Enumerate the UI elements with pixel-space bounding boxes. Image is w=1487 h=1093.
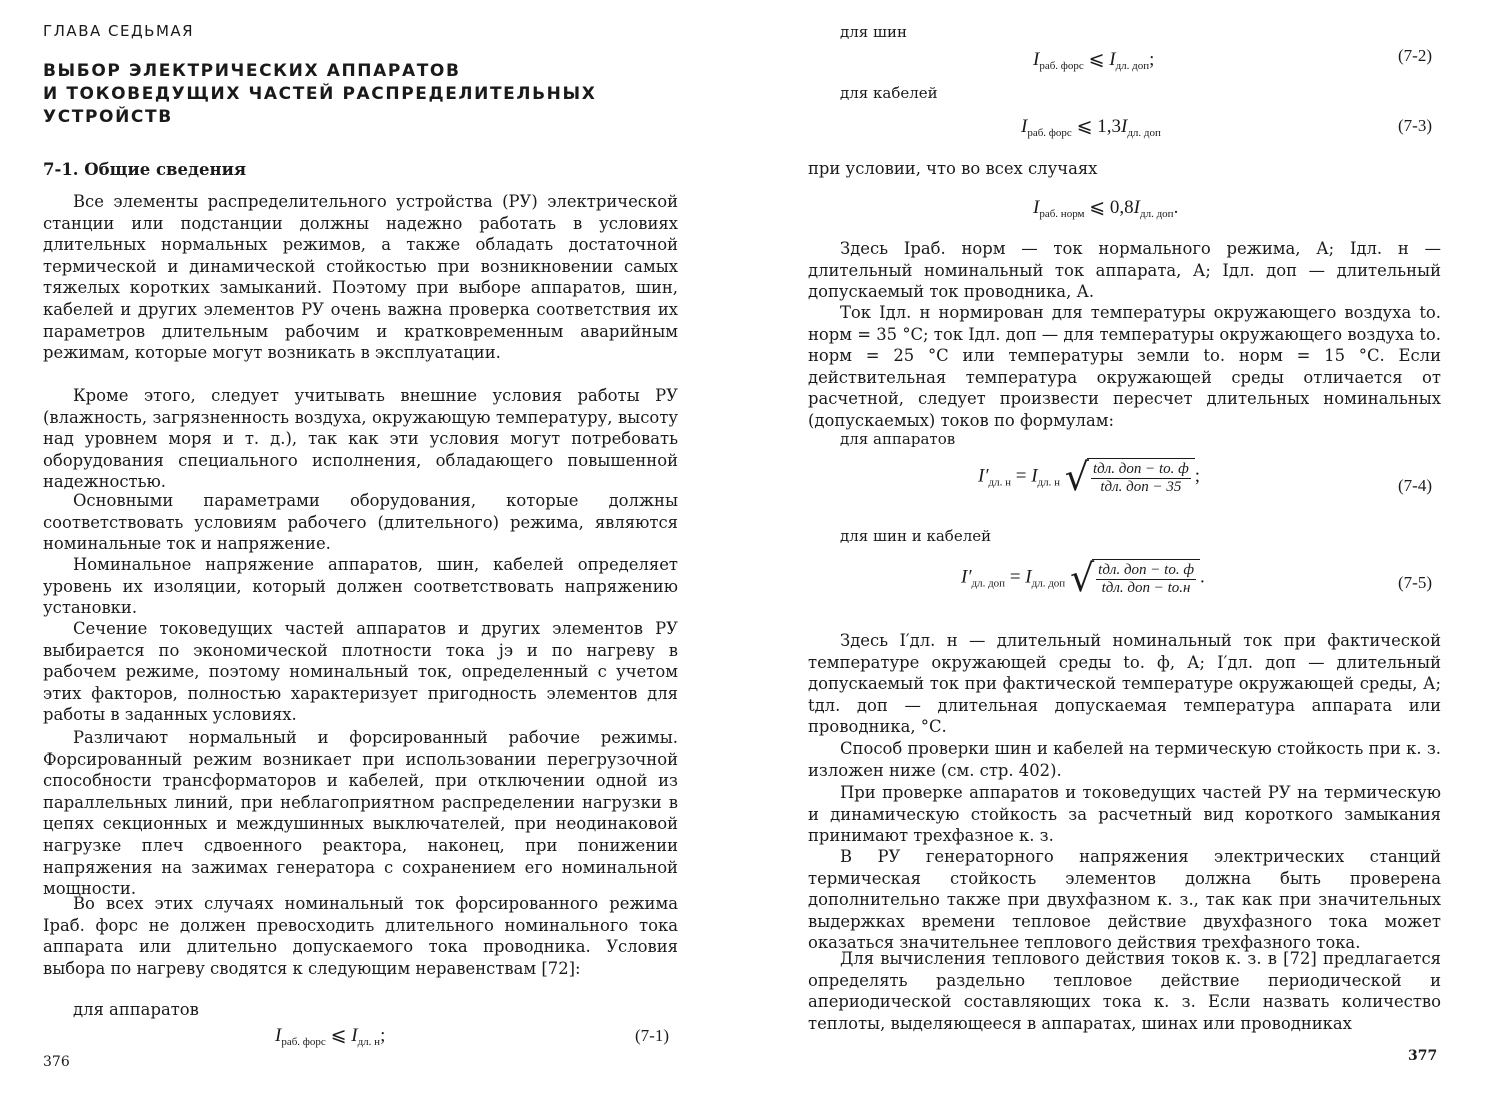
formula-label: для кабелей xyxy=(840,84,938,102)
radicand: $\frac{\text{tдл. доп − tо. ф}}{\text{tдл. доп − 35}}$ xyxy=(1087,458,1195,496)
equation-number: (7-5) xyxy=(1398,573,1432,592)
chapter-label: ГЛАВА СЕДЬМАЯ xyxy=(43,22,195,40)
formula-label: для аппаратов xyxy=(73,1000,199,1019)
page-number: 377 xyxy=(1408,1048,1438,1064)
right-page xyxy=(743,0,1487,1093)
formula-7-1: $I_{раб. форс}$ ⩽ $I_{дл. н}$; xyxy=(275,1025,386,1048)
formula-7-2: $I_{раб. форс}$ ⩽ $I_{дл. доп}$; xyxy=(1033,49,1155,72)
radical-sign: √ xyxy=(1069,556,1095,600)
paragraph: при условии, что во всех случаях xyxy=(808,159,1098,178)
formula-label: для шин xyxy=(840,23,907,41)
chapter-title-line: ВЫБОР ЭЛЕКТРИЧЕСКИХ АППАРАТОВ xyxy=(43,61,461,81)
formula-label: для аппаратов xyxy=(840,430,956,448)
equation-number: (7-3) xyxy=(1398,116,1432,135)
equation-number: (7-4) xyxy=(1398,476,1432,495)
paragraph: Во всех этих случаях номинальный ток форсированного режима Iраб. форс не должен превосходить длительного номинального тока аппарата или длительно допускаемого тока проводника. Условия выбора по нагреву сводятся к следующим неравенствам [72]: xyxy=(43,894,678,978)
paragraph: В РУ генераторного напряжения электрических станций термическая стойкость элементов должна быть проверена дополнительно также при двухфазном к. з., так как при значительных выдержках времени тепловое действие двухфазного тока может оказаться значительнее теплового действия трехфазного тока. xyxy=(808,847,1441,953)
left-page xyxy=(0,0,743,1093)
paragraph: Сечение токоведущих частей аппаратов и других элементов РУ выбирается по экономической плотности тока jэ и по нагреву в рабочем режиме, поэтому номинальный ток, определенный с учетом этих факторов, полностью характеризует пригодность элементов для работы в заданных условиях. xyxy=(43,619,678,725)
chapter-title-line: УСТРОЙСТВ xyxy=(43,107,173,127)
formula-7-3: $I_{раб. форс}$ ⩽ $1,3I_{дл. доп}$ xyxy=(1021,116,1161,139)
formula-7-5: $I'_{дл. доп} = I_{дл. доп}$ √ $\frac{\text{tдл. доп − tо. ф}}{\text{tдл. доп − tо.н}}$ . xyxy=(961,556,1205,600)
chapter-title xyxy=(43,60,596,129)
radicand: $\frac{\text{tдл. доп − tо. ф}}{\text{tдл. доп − tо.н}}$ xyxy=(1092,559,1200,597)
paragraph: Все элементы распределительного устройства (РУ) электрической станции или подстанции должны надежно работать в условиях длительных нормальных режимов, а также обладать достаточной термической и динамической стойкостью при возникновении самых тяжелых коротких замыканий. Поэтому при выборе аппаратов, шин, кабелей и других элементов РУ очень важна проверка соответствия их параметров длительным рабочим и кратковременным аварийным режимам, которые могут возникать в эксплуатации. xyxy=(43,192,678,363)
paragraph: Номинальное напряжение аппаратов, шин, кабелей определяет уровень их изоляции, который должен соответствовать напряжению установки. xyxy=(43,555,678,618)
chapter-title-line: И ТОКОВЕДУЩИХ ЧАСТЕЙ РАСПРЕДЕЛИТЕЛЬНЫХ xyxy=(43,84,597,104)
paragraph: Здесь Iраб. норм — ток нормального режима, А; Iдл. н — длительный номинальный ток аппарата, А; Iдл. доп — длительный допускаемый ток проводника, А. xyxy=(808,239,1441,302)
radical-sign: √ xyxy=(1064,455,1089,499)
formula-label: для шин и кабелей xyxy=(840,527,992,545)
paragraph: Различают нормальный и форсированный рабочие режимы. Форсированный режим возникает при использовании перегрузочной способности трансформаторов и кабелей, при отключении одной из параллельных линий, при неблагоприятном распределении нагрузки в цепях секционных и междушинных выключателей, при неодинаковой нагрузке плеч сдвоенного реактора, наконец, при понижении напряжения на зажимах генератора с сохранением его номинальной мощности. xyxy=(43,728,678,899)
equation-number: (7-1) xyxy=(635,1026,669,1045)
paragraph: Кроме этого, следует учитывать внешние условия работы РУ (влажность, загрязненность воздуха, окружающую температуру, высоту над уровнем моря и т. д.), так как эти условия могут потребовать оборудования специального исполнения, обладающего повышенной надежностью. xyxy=(43,386,678,492)
formula-7-4: $I'_{дл. н} = I_{дл. н}$ √ $\frac{\text{tдл. доп − tо. ф}}{\text{tдл. доп − 35}}$ ; xyxy=(978,455,1201,499)
paragraph: При проверке аппаратов и токоведущих частей РУ на термическую и динамическую стойкость за расчетный вид короткого замыкания принимают трехфазное к. з. xyxy=(808,783,1441,846)
formula-condition: $I_{раб. норм}$ ⩽ $0,8I_{дл. доп}$. xyxy=(1033,197,1179,220)
paragraph: Ток Iдл. н нормирован для температуры окружающего воздуха tо. норм = 35 °С; ток Iдл. доп — для температуры окружающего воздуха tо. норм = 25 °С или температуры земли tо. норм = 15 °С. Если действительная температура окружающей среды отличается от расчетной, следует произвести пересчет длительных номинальных (допускаемых) токов по формулам: xyxy=(808,303,1441,430)
paragraph: Способ проверки шин и кабелей на термическую стойкость при к. з. изложен ниже (см. стр. 402). xyxy=(808,739,1441,780)
paragraph: Для вычисления теплового действия токов к. з. в [72] предлагается определять раздельно тепловое действие периодической и апериодической составляющих тока к. з. Если назвать количество теплоты, выделяющееся в аппаратах, шинах или проводниках xyxy=(808,949,1441,1033)
equation-number: (7-2) xyxy=(1398,46,1432,65)
page-number: 376 xyxy=(43,1054,70,1070)
paragraph: Здесь I′дл. н — длительный номинальный ток при фактической температуре окружающей среды tо. ф, А; I′дл. доп — длительный допускаемый ток при фактической температуре окружающей среды, А; tдл. доп — длительная допускаемая температура аппарата или проводника, °С. xyxy=(808,631,1441,737)
section-heading: 7-1. Общие сведения xyxy=(43,160,247,179)
paragraph: Основными параметрами оборудования, которые должны соответствовать условиям рабочего (длительного) режима, являются номинальные ток и напряжение. xyxy=(43,491,678,554)
